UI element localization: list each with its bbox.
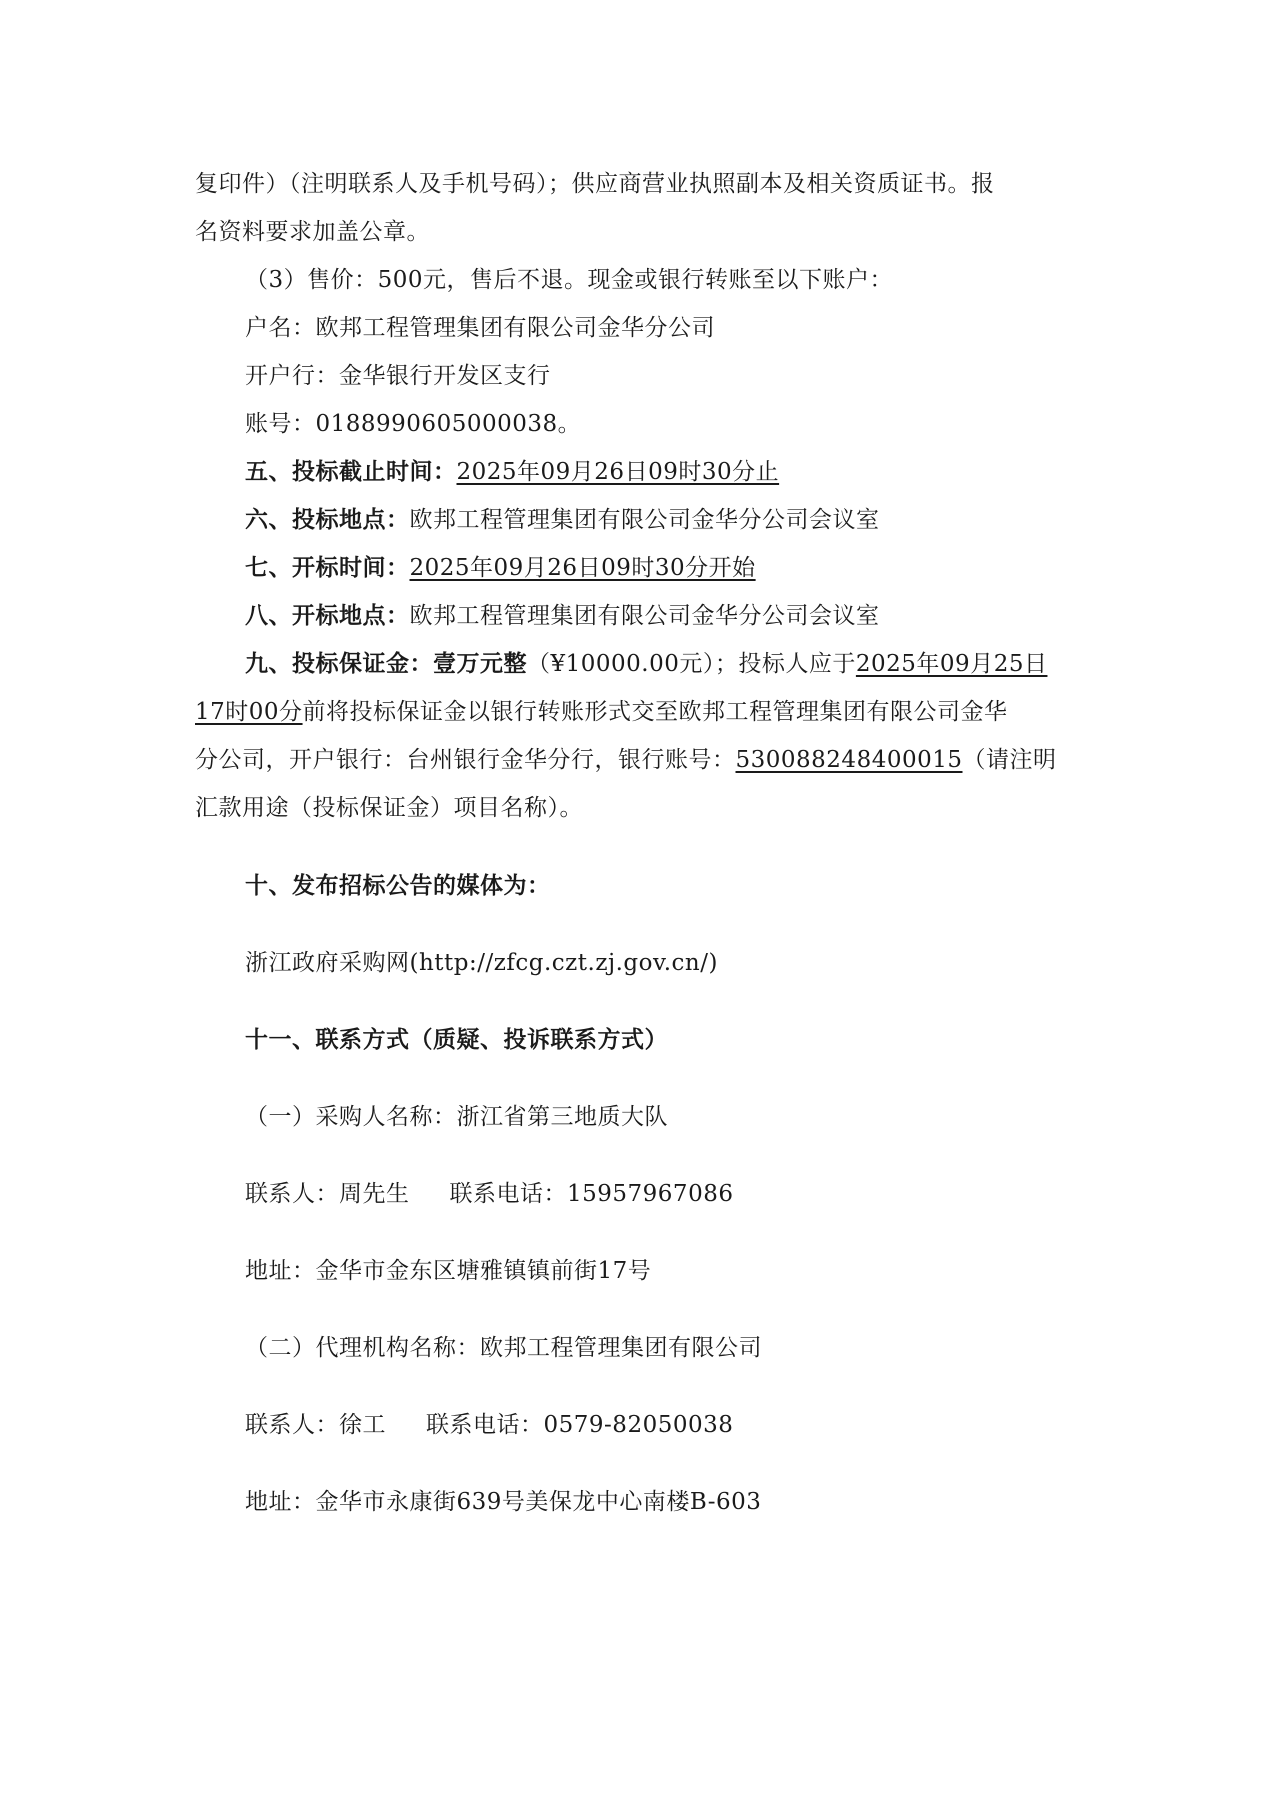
section-bid-location xyxy=(195,496,1095,544)
bond-text: 前将投标保证金以银行转账形式交至欧邦工程管理集团有限公司金华 xyxy=(302,699,1008,725)
paragraph-line: 复印件）（注明联系人及手机号码）；供应商营业执照副本及相关资质证书。报 xyxy=(195,171,995,197)
bond-date: 2025年09月25日 xyxy=(855,651,1048,677)
section-contact-heading: 十一、联系方式（质疑、投诉联系方式） xyxy=(245,1026,668,1053)
document-body xyxy=(195,160,1095,1526)
agent-contact-line xyxy=(195,1401,1095,1449)
section-label: 七、开标时间： xyxy=(245,554,410,581)
account-name: 户名：欧邦工程管理集团有限公司金华分公司 xyxy=(245,315,715,341)
paragraph-line xyxy=(195,688,1095,736)
opening-location-value: 欧邦工程管理集团有限公司金华分公司会议室 xyxy=(409,603,880,629)
bond-text: （请注明 xyxy=(962,747,1057,773)
section-label: 六、投标地点： xyxy=(245,506,410,533)
opening-time-value: 2025年09月26日09时30分开始 xyxy=(409,555,756,581)
bank-name: 开户行：金华银行开发区支行 xyxy=(245,363,551,389)
agent-name: （二）代理机构名称：欧邦工程管理集团有限公司 xyxy=(245,1335,762,1361)
bid-deadline-value: 2025年09月26日09时30分止 xyxy=(456,459,780,485)
section-bid-bond xyxy=(195,640,1095,688)
account-number: 账号：0188990605000038。 xyxy=(245,411,582,437)
buyer-contact: 联系人：周先生 xyxy=(245,1181,410,1207)
bond-text: 分公司，开户银行：台州银行金华分行，银行账号： xyxy=(195,747,736,773)
buyer-name: （一）采购人名称：浙江省第三地质大队 xyxy=(245,1104,668,1130)
bond-amount: 壹万元整 xyxy=(433,650,527,677)
section-bid-deadline xyxy=(195,448,1095,496)
buyer-contact-line xyxy=(195,1170,1095,1218)
bond-time: 17时00分 xyxy=(195,699,303,725)
section-label: 九、投标保证金： xyxy=(245,650,433,677)
price-line: （3）售价：500元，售后不退。现金或银行转账至以下账户： xyxy=(245,267,894,293)
paragraph-line: 汇款用途（投标保证金）项目名称）。 xyxy=(195,795,583,821)
agent-contact: 联系人：徐工 xyxy=(245,1412,386,1438)
section-opening-location xyxy=(195,592,1095,640)
bond-text: （¥10000.00元）；投标人应于 xyxy=(527,651,856,677)
section-label: 五、投标截止时间： xyxy=(245,458,457,485)
section-label: 八、开标地点： xyxy=(245,602,410,629)
agent-phone: 联系电话：0579-82050038 xyxy=(426,1412,734,1438)
media-website: 浙江政府采购网(http://zfcg.czt.zj.gov.cn/) xyxy=(245,950,718,976)
agent-address: 地址：金华市永康街639号美保龙中心南楼B-603 xyxy=(245,1489,762,1515)
paragraph-line xyxy=(195,736,1095,784)
buyer-address: 地址：金华市金东区塘雅镇镇前街17号 xyxy=(245,1258,652,1284)
section-opening-time xyxy=(195,544,1095,592)
bond-account-number: 530088248400015 xyxy=(735,747,963,773)
paragraph-line: 名资料要求加盖公章。 xyxy=(195,219,430,245)
buyer-phone: 联系电话：15957967086 xyxy=(449,1181,734,1207)
section-media-heading: 十、发布招标公告的媒体为： xyxy=(245,872,551,899)
bid-location-value: 欧邦工程管理集团有限公司金华分公司会议室 xyxy=(409,507,880,533)
